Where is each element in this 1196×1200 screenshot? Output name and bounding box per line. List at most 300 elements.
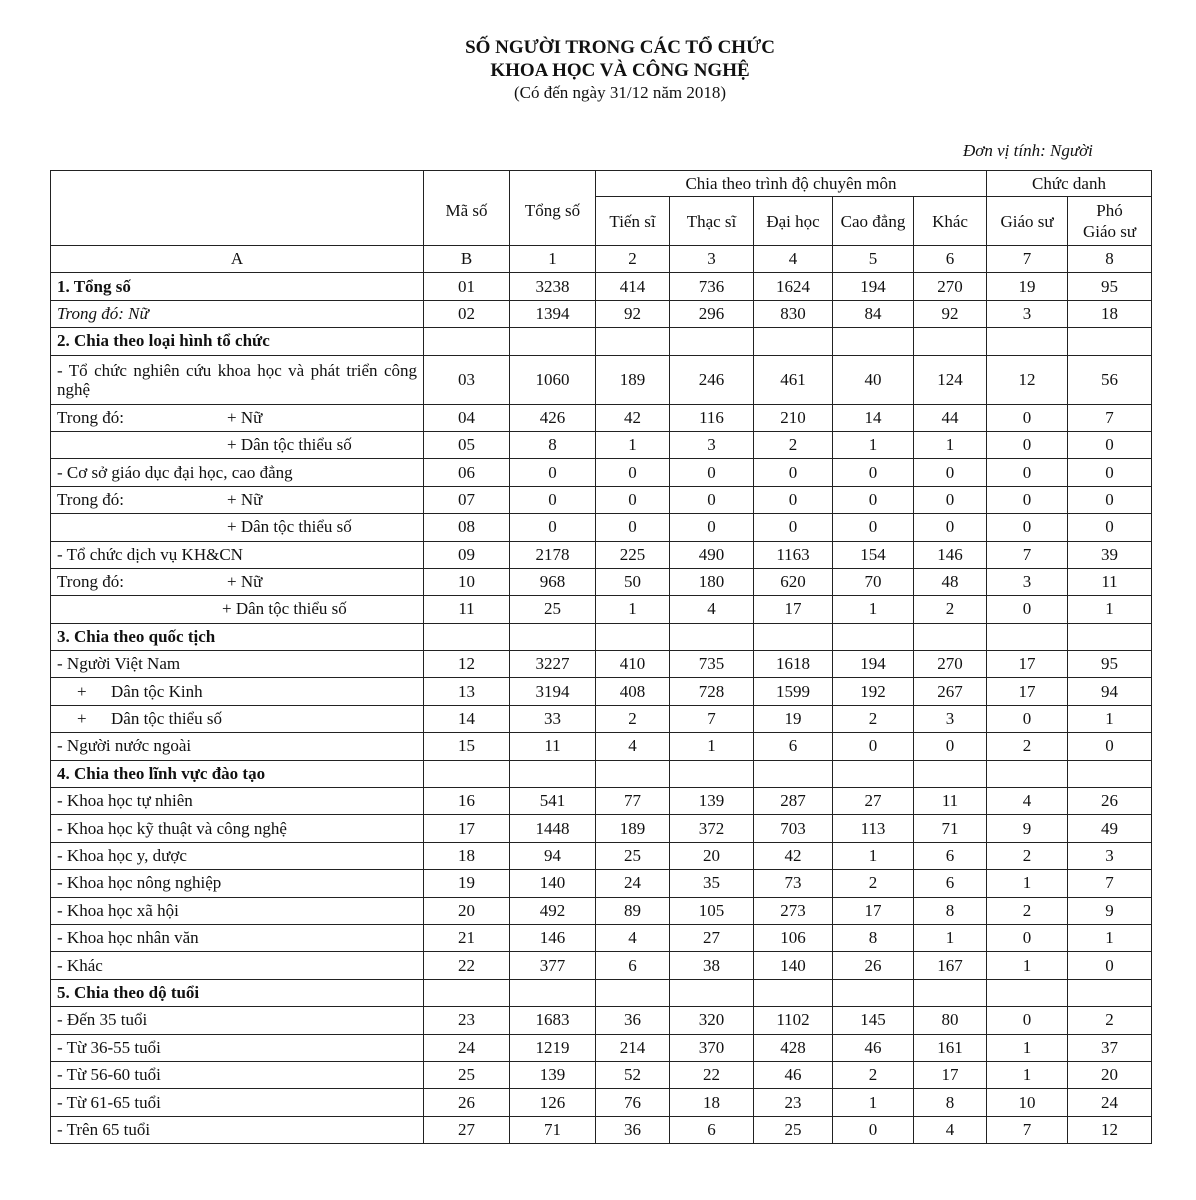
- empty-cell: [833, 760, 914, 787]
- value-cell: 2178: [510, 541, 596, 568]
- value-cell: 736: [670, 273, 754, 300]
- row-prefix: Trong đó:: [57, 407, 124, 427]
- value-cell: 4: [596, 924, 670, 951]
- value-cell: 0: [833, 514, 914, 541]
- value-cell: 6: [754, 733, 833, 760]
- value-cell: 410: [596, 651, 670, 678]
- value-cell: 0: [914, 733, 987, 760]
- column-code: 8: [1068, 246, 1152, 273]
- value-cell: 12: [987, 355, 1068, 404]
- row-label-text: + Dân tộc thiểu số: [227, 517, 352, 537]
- ma-so-cell: 21: [424, 924, 510, 951]
- value-cell: 7: [670, 705, 754, 732]
- value-cell: 6: [914, 870, 987, 897]
- value-cell: 25: [596, 842, 670, 869]
- table-row: [51, 300, 1152, 327]
- value-cell: 42: [754, 842, 833, 869]
- value-cell: 4: [596, 733, 670, 760]
- value-cell: 0: [987, 1007, 1068, 1034]
- value-cell: 1: [833, 842, 914, 869]
- value-cell: 89: [596, 897, 670, 924]
- row-label: [51, 541, 424, 568]
- value-cell: 180: [670, 568, 754, 595]
- value-cell: 9: [1068, 897, 1152, 924]
- value-cell: 39: [1068, 541, 1152, 568]
- ma-so-cell: 08: [424, 514, 510, 541]
- value-cell: 1: [596, 596, 670, 623]
- row-label: [51, 1116, 424, 1143]
- empty-cell: [1068, 328, 1152, 355]
- header-ma-so: Mã số: [424, 171, 510, 246]
- header-cao-dang: Cao đẳng: [833, 197, 914, 246]
- empty-cell: [914, 328, 987, 355]
- table-row: [51, 952, 1152, 979]
- row-label-text: + Dân tộc thiểu số: [227, 435, 352, 455]
- unit-label: Đơn vị tính: Người: [963, 141, 1093, 160]
- row-label-text: Dân tộc thiểu số: [111, 709, 222, 729]
- report-title-line2: KHOA HỌC VÀ CÔNG NGHỆ: [490, 60, 750, 81]
- value-cell: 0: [670, 459, 754, 486]
- table-row: [51, 273, 1152, 300]
- column-code: A: [51, 246, 424, 273]
- row-label-text: - Tổ chức nghiên cứu khoa học và phát triển công nghệ: [57, 360, 417, 399]
- table-row: [51, 596, 1152, 623]
- empty-cell: [754, 623, 833, 650]
- ma-so-cell: 11: [424, 596, 510, 623]
- empty-cell: [833, 623, 914, 650]
- value-cell: 1102: [754, 1007, 833, 1034]
- value-cell: 1: [1068, 705, 1152, 732]
- value-cell: 320: [670, 1007, 754, 1034]
- row-label: [51, 897, 424, 924]
- value-cell: 7: [1068, 870, 1152, 897]
- table-row: [51, 705, 1152, 732]
- empty-cell: [670, 328, 754, 355]
- row-label-text: Dân tộc Kinh: [111, 681, 203, 701]
- value-cell: 1: [987, 1061, 1068, 1088]
- header-tien-si: Tiến sĩ: [596, 197, 670, 246]
- ma-so-cell: 03: [424, 355, 510, 404]
- row-label-text: - Khoa học y, dược: [57, 846, 187, 865]
- value-cell: 3: [914, 705, 987, 732]
- table-row: [51, 1007, 1152, 1034]
- empty-cell: [510, 979, 596, 1006]
- value-cell: 3: [670, 431, 754, 458]
- section-row: [51, 979, 1152, 1006]
- row-label: [51, 300, 424, 327]
- value-cell: 124: [914, 355, 987, 404]
- value-cell: 95: [1068, 273, 1152, 300]
- column-code: B: [424, 246, 510, 273]
- ma-so-cell: 12: [424, 651, 510, 678]
- empty-cell: [754, 979, 833, 1006]
- value-cell: 461: [754, 355, 833, 404]
- value-cell: 192: [833, 678, 914, 705]
- value-cell: 6: [914, 842, 987, 869]
- value-cell: 1: [833, 431, 914, 458]
- value-cell: 20: [1068, 1061, 1152, 1088]
- value-cell: 8: [510, 431, 596, 458]
- empty-cell: [510, 328, 596, 355]
- value-cell: 0: [596, 459, 670, 486]
- value-cell: 12: [1068, 1116, 1152, 1143]
- value-cell: 620: [754, 568, 833, 595]
- value-cell: 0: [833, 459, 914, 486]
- section-title: 2. Chia theo loại hình tổ chức: [57, 331, 270, 351]
- empty-cell: [510, 623, 596, 650]
- value-cell: 0: [987, 924, 1068, 951]
- value-cell: 1: [987, 1034, 1068, 1061]
- table-row: [51, 486, 1152, 513]
- section-title: 3. Chia theo quốc tịch: [57, 626, 216, 646]
- value-cell: 0: [510, 486, 596, 513]
- value-cell: 161: [914, 1034, 987, 1061]
- value-cell: 194: [833, 651, 914, 678]
- value-cell: 541: [510, 788, 596, 815]
- value-cell: 17: [914, 1061, 987, 1088]
- header-khac: Khác: [914, 197, 987, 246]
- value-cell: 92: [596, 300, 670, 327]
- value-cell: 0: [987, 459, 1068, 486]
- value-cell: 0: [670, 486, 754, 513]
- empty-cell: [424, 760, 510, 787]
- table-row: [51, 1034, 1152, 1061]
- value-cell: 116: [670, 404, 754, 431]
- row-label: [51, 815, 424, 842]
- value-cell: 95: [1068, 651, 1152, 678]
- row-label-text: - Khoa học kỹ thuật và công nghệ: [57, 818, 287, 838]
- row-label-text: - Tổ chức dịch vụ KH&CN: [57, 544, 243, 564]
- table-row: [51, 1116, 1152, 1143]
- value-cell: 6: [670, 1116, 754, 1143]
- ma-so-cell: 02: [424, 300, 510, 327]
- value-cell: 22: [670, 1061, 754, 1088]
- empty-cell: [987, 328, 1068, 355]
- value-cell: 3227: [510, 651, 596, 678]
- empty-cell: [670, 623, 754, 650]
- value-cell: 0: [987, 596, 1068, 623]
- value-cell: 426: [510, 404, 596, 431]
- ma-so-cell: 06: [424, 459, 510, 486]
- row-label: [51, 568, 424, 595]
- table-row: [51, 815, 1152, 842]
- ma-so-cell: 20: [424, 897, 510, 924]
- value-cell: 3: [987, 300, 1068, 327]
- row-label: [51, 678, 424, 705]
- value-cell: 44: [914, 404, 987, 431]
- row-label-text: - Từ 61-65 tuổi: [57, 1092, 161, 1112]
- section-row: [51, 760, 1152, 787]
- header-tong-so: Tổng số: [510, 171, 596, 246]
- row-label: [51, 459, 424, 486]
- row-label-text: - Trên 65 tuổi: [57, 1119, 151, 1139]
- row-label-text: - Khác: [57, 955, 103, 975]
- section-row: [51, 623, 1152, 650]
- row-label: [51, 842, 424, 869]
- column-code: 3: [670, 246, 754, 273]
- row-prefix: Trong đó:: [57, 572, 124, 592]
- empty-cell: [914, 623, 987, 650]
- row-label: [51, 355, 424, 404]
- value-cell: 0: [754, 486, 833, 513]
- empty-cell: [1068, 623, 1152, 650]
- empty-cell: [754, 328, 833, 355]
- value-cell: 11: [1068, 568, 1152, 595]
- value-cell: 703: [754, 815, 833, 842]
- value-cell: 1: [987, 870, 1068, 897]
- ma-so-cell: 14: [424, 705, 510, 732]
- value-cell: 140: [754, 952, 833, 979]
- empty-cell: [833, 979, 914, 1006]
- value-cell: 492: [510, 897, 596, 924]
- value-cell: 20: [670, 842, 754, 869]
- row-label: [51, 596, 424, 623]
- value-cell: 2: [833, 1061, 914, 1088]
- plus-marker: +: [77, 681, 87, 701]
- value-cell: 490: [670, 541, 754, 568]
- value-cell: 1683: [510, 1007, 596, 1034]
- value-cell: 27: [833, 788, 914, 815]
- header-row-1: [51, 171, 1152, 197]
- table-row: [51, 541, 1152, 568]
- ma-so-cell: 26: [424, 1089, 510, 1116]
- header-pho-giao-su-line2: Giáo sư: [1082, 222, 1137, 241]
- row-label: [51, 328, 424, 355]
- value-cell: 24: [1068, 1089, 1152, 1116]
- value-cell: 71: [510, 1116, 596, 1143]
- value-cell: 11: [510, 733, 596, 760]
- plus-marker: +: [77, 709, 87, 729]
- value-cell: 0: [914, 486, 987, 513]
- value-cell: 25: [510, 596, 596, 623]
- value-cell: 189: [596, 815, 670, 842]
- value-cell: 38: [670, 952, 754, 979]
- table-row: [51, 678, 1152, 705]
- value-cell: 146: [510, 924, 596, 951]
- value-cell: 17: [833, 897, 914, 924]
- empty-cell: [1068, 979, 1152, 1006]
- empty-cell: [754, 760, 833, 787]
- column-code: 5: [833, 246, 914, 273]
- value-cell: 287: [754, 788, 833, 815]
- value-cell: 14: [833, 404, 914, 431]
- value-cell: 113: [833, 815, 914, 842]
- value-cell: 8: [914, 1089, 987, 1116]
- section-row: [51, 328, 1152, 355]
- empty-cell: [914, 979, 987, 1006]
- ma-so-cell: 24: [424, 1034, 510, 1061]
- row-label: [51, 1089, 424, 1116]
- ma-so-cell: 09: [424, 541, 510, 568]
- ma-so-cell: 27: [424, 1116, 510, 1143]
- value-cell: 370: [670, 1034, 754, 1061]
- row-prefix: Trong đó:: [57, 489, 124, 509]
- value-cell: 210: [754, 404, 833, 431]
- value-cell: 1618: [754, 651, 833, 678]
- row-label-text: - Từ 56-60 tuổi: [57, 1065, 161, 1085]
- value-cell: 1: [833, 1089, 914, 1116]
- row-label: [51, 870, 424, 897]
- value-cell: 270: [914, 273, 987, 300]
- value-cell: 968: [510, 568, 596, 595]
- header-giao-su: Giáo sư: [987, 197, 1068, 246]
- row-label-text: - Đến 35 tuổi: [57, 1010, 148, 1030]
- value-cell: 49: [1068, 815, 1152, 842]
- empty-cell: [596, 328, 670, 355]
- value-cell: 2: [833, 870, 914, 897]
- value-cell: 146: [914, 541, 987, 568]
- value-cell: 2: [596, 705, 670, 732]
- value-cell: 4: [914, 1116, 987, 1143]
- value-cell: 0: [1068, 459, 1152, 486]
- header-pho-giao-su: [1068, 197, 1152, 246]
- value-cell: 73: [754, 870, 833, 897]
- value-cell: 94: [510, 842, 596, 869]
- value-cell: 17: [987, 678, 1068, 705]
- table-row: [51, 651, 1152, 678]
- ma-so-cell: 10: [424, 568, 510, 595]
- report-title-line1: SỐ NGƯỜI TRONG CÁC TỔ CHỨC: [465, 37, 775, 58]
- value-cell: 46: [833, 1034, 914, 1061]
- header-pho-giao-su-line1: Phó: [1096, 201, 1123, 220]
- value-cell: 0: [510, 459, 596, 486]
- row-label: [51, 952, 424, 979]
- row-label-text: Trong đó: Nữ: [57, 303, 149, 323]
- value-cell: 76: [596, 1089, 670, 1116]
- value-cell: 8: [833, 924, 914, 951]
- value-cell: 0: [1068, 486, 1152, 513]
- row-label: [51, 924, 424, 951]
- table-row: [51, 355, 1152, 404]
- empty-cell: [670, 760, 754, 787]
- value-cell: 1: [833, 596, 914, 623]
- value-cell: 33: [510, 705, 596, 732]
- value-cell: 225: [596, 541, 670, 568]
- value-cell: 26: [1068, 788, 1152, 815]
- row-label: [51, 431, 424, 458]
- value-cell: 0: [833, 733, 914, 760]
- column-code: 1: [510, 246, 596, 273]
- value-cell: 0: [987, 486, 1068, 513]
- value-cell: 414: [596, 273, 670, 300]
- column-code-row: [51, 246, 1152, 273]
- value-cell: 56: [1068, 355, 1152, 404]
- empty-cell: [987, 623, 1068, 650]
- empty-cell: [987, 760, 1068, 787]
- value-cell: 4: [670, 596, 754, 623]
- value-cell: 0: [754, 514, 833, 541]
- row-label: [51, 623, 424, 650]
- value-cell: 18: [1068, 300, 1152, 327]
- value-cell: 3238: [510, 273, 596, 300]
- row-label: [51, 733, 424, 760]
- row-label-text: - Khoa học xã hội: [57, 900, 179, 920]
- value-cell: 3194: [510, 678, 596, 705]
- table-row: [51, 404, 1152, 431]
- value-cell: 139: [670, 788, 754, 815]
- value-cell: 1: [1068, 924, 1152, 951]
- value-cell: 0: [914, 514, 987, 541]
- ma-so-cell: 05: [424, 431, 510, 458]
- ma-so-cell: 17: [424, 815, 510, 842]
- value-cell: 246: [670, 355, 754, 404]
- value-cell: 2: [914, 596, 987, 623]
- table-row: [51, 924, 1152, 951]
- row-label: [51, 514, 424, 541]
- value-cell: 1: [914, 431, 987, 458]
- statistics-table: [50, 170, 1152, 1144]
- empty-cell: [670, 979, 754, 1006]
- value-cell: 1: [670, 733, 754, 760]
- value-cell: 1599: [754, 678, 833, 705]
- value-cell: 377: [510, 952, 596, 979]
- value-cell: 194: [833, 273, 914, 300]
- value-cell: 3: [1068, 842, 1152, 869]
- empty-cell: [1068, 760, 1152, 787]
- value-cell: 84: [833, 300, 914, 327]
- row-label-text: + Nữ: [227, 572, 263, 592]
- ma-so-cell: 16: [424, 788, 510, 815]
- value-cell: 106: [754, 924, 833, 951]
- value-cell: 0: [987, 514, 1068, 541]
- row-label-text: + Nữ: [227, 489, 263, 509]
- row-label: [51, 651, 424, 678]
- row-label: [51, 486, 424, 513]
- row-label-text: - Cơ sở giáo dục đại học, cao đẳng: [57, 462, 293, 482]
- value-cell: 1: [914, 924, 987, 951]
- ma-so-cell: 01: [424, 273, 510, 300]
- row-label-text: - Khoa học nhân văn: [57, 928, 199, 948]
- table-row: [51, 568, 1152, 595]
- value-cell: 1060: [510, 355, 596, 404]
- value-cell: 42: [596, 404, 670, 431]
- value-cell: 105: [670, 897, 754, 924]
- value-cell: 9: [987, 815, 1068, 842]
- value-cell: 70: [833, 568, 914, 595]
- value-cell: 0: [596, 486, 670, 513]
- value-cell: 77: [596, 788, 670, 815]
- value-cell: 0: [596, 514, 670, 541]
- value-cell: 7: [987, 1116, 1068, 1143]
- table-row: [51, 1089, 1152, 1116]
- ma-so-cell: 15: [424, 733, 510, 760]
- empty-cell: [596, 760, 670, 787]
- table-row: [51, 870, 1152, 897]
- value-cell: 408: [596, 678, 670, 705]
- row-label-text: - Từ 36-55 tuổi: [57, 1037, 161, 1057]
- ma-so-cell: 18: [424, 842, 510, 869]
- ma-so-cell: 22: [424, 952, 510, 979]
- empty-cell: [596, 979, 670, 1006]
- value-cell: 0: [1068, 431, 1152, 458]
- empty-cell: [914, 760, 987, 787]
- value-cell: 728: [670, 678, 754, 705]
- column-code: 6: [914, 246, 987, 273]
- report-date: (Có đến ngày 31/12 năm 2018): [514, 83, 726, 102]
- ma-so-cell: 25: [424, 1061, 510, 1088]
- row-label: [51, 273, 424, 300]
- value-cell: 2: [987, 897, 1068, 924]
- row-label-text: - Khoa học tự nhiên: [57, 791, 193, 811]
- value-cell: 2: [987, 842, 1068, 869]
- column-code: 4: [754, 246, 833, 273]
- value-cell: 139: [510, 1061, 596, 1088]
- empty-cell: [424, 328, 510, 355]
- value-cell: 0: [1068, 733, 1152, 760]
- row-label: [51, 760, 424, 787]
- empty-cell: [987, 979, 1068, 1006]
- value-cell: 50: [596, 568, 670, 595]
